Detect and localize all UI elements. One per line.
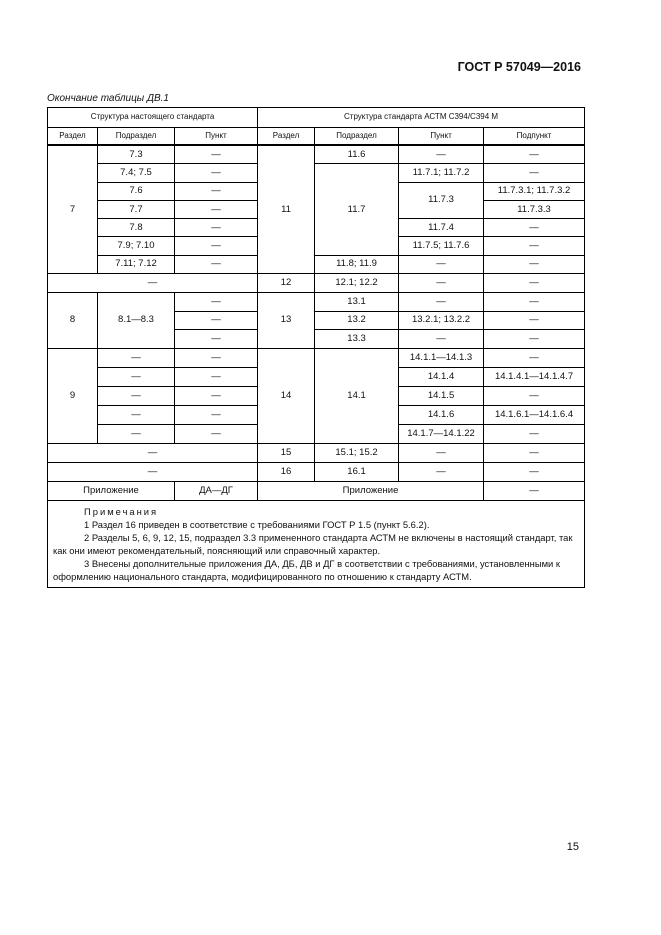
table-row [48,348,585,367]
astm-item-cell: 14.1.4 [399,367,484,386]
col-header-section: Раздел [48,128,98,146]
item-cell: — [175,330,258,349]
table-group-header-row [48,108,585,128]
astm-section-cell: 16 [258,462,315,481]
item-cell: — [175,405,258,424]
appendix-value: ДА—ДГ [175,481,258,500]
astm-item-cell: — [399,145,484,164]
item-cell: — [175,424,258,443]
merged-left-cell: — [48,443,258,462]
astm-subitem-cell: — [484,237,585,255]
astm-item-cell: 14.1.1—14.1.3 [399,348,484,367]
item-cell: — [175,200,258,218]
section-cell: 7 [48,145,98,274]
astm-appendix-value: — [484,481,585,500]
subsection-cell: — [98,405,175,424]
table-row [48,255,585,273]
astm-subitem-cell: 14.1.6.1—14.1.6.4 [484,405,585,424]
astm-item-cell: 11.7.3 [399,182,484,219]
table-column-header-row [48,128,585,146]
item-cell: — [175,255,258,273]
appendix-label: Приложение [48,481,175,500]
astm-item-cell: 11.7.5; 11.7.6 [399,237,484,255]
astm-subsection-cell: 13.3 [315,330,399,349]
astm-item-cell: 13.2.1; 13.2.2 [399,311,484,330]
astm-item-cell: — [399,255,484,273]
item-cell: — [175,293,258,312]
astm-subitem-cell: — [484,462,585,481]
astm-item-cell: 14.1.6 [399,405,484,424]
astm-subitem-cell: — [484,219,585,237]
item-cell: — [175,311,258,330]
astm-section-cell: 11 [258,145,315,274]
col-header-astm-subitem: Подпункт [484,128,585,146]
note-3: 3 Внесены дополнительные приложения ДА, ДБ, ДВ и ДГ в соответствии с требованиями, установленными к оформлению национального стандарта, модифицированного по отношению к стандарту АСТМ. [53,557,560,582]
astm-subitem-cell: — [484,293,585,312]
section-cell: 9 [48,348,98,443]
astm-subsection-cell: 12.1; 12.2 [315,274,399,293]
astm-item-cell: — [399,293,484,312]
col-header-astm-subsection: Подраздел [315,128,399,146]
note-2: 2 Разделы 5, 6, 9, 12, 15, подраздел 3.3 примененного стандарта АСТМ не включены в настоящий стандарт, так как они имеют рекомендательный, поясняющий или справочный характер. [53,531,573,556]
item-cell: — [175,145,258,164]
subsection-cell: — [98,367,175,386]
notes-cell [48,500,585,587]
astm-section-cell: 14 [258,348,315,443]
astm-item-cell: 11.7.1; 11.7.2 [399,164,484,182]
astm-subitem-cell: — [484,255,585,273]
astm-subsection-cell: 14.1 [315,348,399,443]
table-row [48,443,585,462]
astm-subitem-cell: — [484,330,585,349]
item-cell: — [175,164,258,182]
astm-subitem-cell: 11.7.3.1; 11.7.3.2 [484,182,585,200]
appendix-row [48,481,585,500]
astm-subsection-cell: 11.7 [315,164,399,255]
astm-item-cell: 14.1.7—14.1.22 [399,424,484,443]
subsection-cell: 7.6 [98,182,175,200]
astm-subsection-cell: 13.2 [315,311,399,330]
item-cell: — [175,182,258,200]
subsection-cell: 8.1—8.3 [98,293,175,349]
col-header-subsection: Подраздел [98,128,175,146]
astm-subitem-cell: — [484,164,585,182]
subsection-cell: — [98,424,175,443]
astm-item-cell: — [399,274,484,293]
item-cell: — [175,367,258,386]
document-code: ГОСТ Р 57049—2016 [457,60,581,74]
astm-subsection-cell: 11.6 [315,145,399,164]
item-cell: — [175,219,258,237]
astm-item-cell: 11.7.4 [399,219,484,237]
subsection-cell: 7.4; 7.5 [98,164,175,182]
table-row [48,164,585,182]
item-cell: — [175,237,258,255]
astm-section-cell: 12 [258,274,315,293]
merged-left-cell: — [48,274,258,293]
item-cell: — [175,386,258,405]
note-1: 1 Раздел 16 приведен в соответствие с требованиями ГОСТ Р 1.5 (пункт 5.6.2). [84,518,430,530]
astm-subitem-cell: — [484,424,585,443]
astm-subitem-cell: 14.1.4.1—14.1.4.7 [484,367,585,386]
subsection-cell: 7.3 [98,145,175,164]
astm-item-cell: 14.1.5 [399,386,484,405]
item-cell: — [175,348,258,367]
group-header-astm: Структура стандарта АСТМ C394/C394 M [258,108,585,128]
astm-subitem-cell: — [484,311,585,330]
astm-subitem-cell: — [484,274,585,293]
astm-item-cell: — [399,462,484,481]
astm-item-cell: — [399,443,484,462]
notes-row [48,500,585,587]
astm-section-cell: 13 [258,293,315,349]
astm-subsection-cell: 16.1 [315,462,399,481]
table-row [48,293,585,312]
subsection-cell: — [98,348,175,367]
astm-subitem-cell: — [484,145,585,164]
merged-left-cell: — [48,462,258,481]
table-row [48,145,585,164]
col-header-item: Пункт [175,128,258,146]
correspondence-table [47,107,585,588]
group-header-current: Структура настоящего стандарта [48,108,258,128]
subsection-cell: 7.9; 7.10 [98,237,175,255]
astm-subsection-cell: 13.1 [315,293,399,312]
notes-title: Примечания [84,505,159,517]
subsection-cell: 7.11; 7.12 [98,255,175,273]
astm-item-cell: — [399,330,484,349]
astm-section-cell: 15 [258,443,315,462]
col-header-astm-item: Пункт [399,128,484,146]
astm-subitem-cell: — [484,386,585,405]
table-caption: Окончание таблицы ДВ.1 [47,93,169,104]
table-row [48,274,585,293]
astm-subitem-cell: — [484,443,585,462]
section-cell: 8 [48,293,98,349]
astm-subsection-cell: 15.1; 15.2 [315,443,399,462]
page-number: 15 [566,841,579,853]
astm-subitem-cell: — [484,348,585,367]
astm-appendix-label: Приложение [258,481,484,500]
subsection-cell: 7.8 [98,219,175,237]
astm-subsection-cell: 11.8; 11.9 [315,255,399,273]
table-row [48,462,585,481]
subsection-cell: — [98,386,175,405]
col-header-astm-section: Раздел [258,128,315,146]
subsection-cell: 7.7 [98,200,175,218]
astm-subitem-cell: 11.7.3.3 [484,200,585,218]
